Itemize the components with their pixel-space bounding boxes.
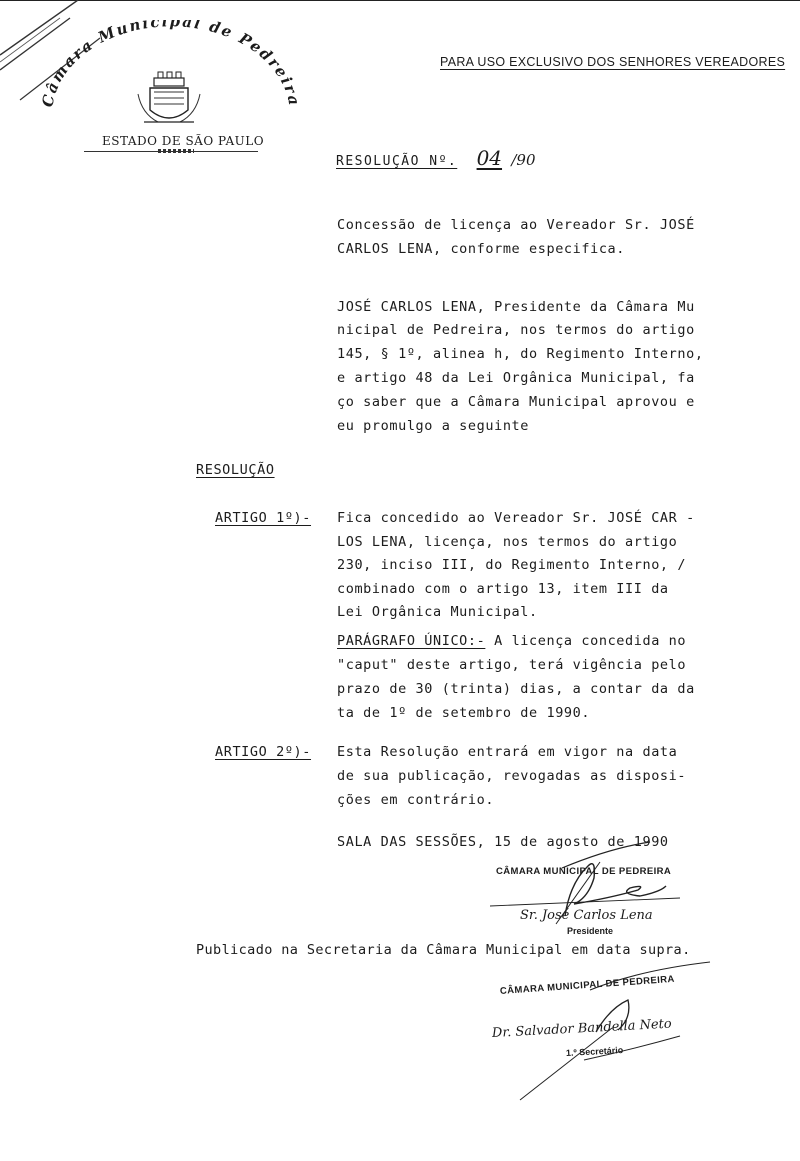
preamble-line-4: e artigo 48 da Lei Orgânica Municipal, fa xyxy=(337,370,695,386)
state-underline-ornament xyxy=(158,149,194,153)
municipal-seal xyxy=(40,20,300,140)
article2-line-2: de sua publicação, revogadas as disposi- xyxy=(337,768,687,784)
paragraph-label: PARÁGRAFO ÚNICO:- xyxy=(337,633,486,649)
article1-line-1: Fica concedido ao Vereador Sr. JOSÉ CAR - xyxy=(337,510,695,526)
preamble-line-3: 145, § 1º, alinea h, do Regimento Interno, xyxy=(337,346,704,362)
article2-line-3: ções em contrário. xyxy=(337,792,495,808)
paragraph-text-1: A licença concedida no xyxy=(494,633,687,649)
article1-line-5: Lei Orgânica Municipal. xyxy=(337,604,538,620)
exclusive-notice: PARA USO EXCLUSIVO DOS SENHORES VEREADORES xyxy=(440,55,786,69)
preamble-line-6: eu promulgo a seguinte xyxy=(337,418,530,434)
paragraph-line-2: "caput" deste artigo, terá vigência pelo xyxy=(337,657,687,673)
paragraph-line-3: prazo de 30 (trinta) dias, a contar da da xyxy=(337,681,695,697)
preamble-line-1: JOSÉ CARLOS LENA, Presidente da Câmara Mu xyxy=(337,299,695,315)
signature1-name: Sr. José Carlos Lena xyxy=(520,908,653,923)
article1-line-3: 230, inciso III, do Regimento Interno, / xyxy=(337,557,687,573)
publication-note: Publicado na Secretaria da Câmara Municipal em data supra. xyxy=(196,942,691,958)
section-title: RESOLUÇÃO xyxy=(196,462,275,478)
svg-text:Câmara Municipal de Pedreira xyxy=(40,20,300,109)
page-top-edge xyxy=(0,0,800,1)
resolution-label: RESOLUÇÃO Nº. xyxy=(336,154,458,169)
paragraph-line-1 xyxy=(337,635,686,649)
place-date: SALA DAS SESSÕES, 15 de agosto de 1990 xyxy=(337,834,669,850)
article1-line-2: LOS LENA, licença, nos termos do artigo xyxy=(337,534,678,550)
state-name: ESTADO DE SÃO PAULO xyxy=(102,134,265,148)
preamble-line-5: ço saber que a Câmara Municipal aprovou e xyxy=(337,394,695,410)
article2-label: ARTIGO 2º)- xyxy=(215,744,312,760)
signature1-stamp: CÂMARA MUNICIPAL DE PEDREIRA xyxy=(496,866,672,877)
seal-arc-text: Câmara Municipal de Pedreir xyxy=(40,20,300,109)
paragraph-line-4: ta de 1º de setembro de 1990. xyxy=(337,705,591,721)
seal-emblem xyxy=(40,20,300,140)
signature1-role: Presidente xyxy=(567,926,614,936)
resolution-number: 04 xyxy=(476,146,503,170)
signature2-role: 1.º Secretário xyxy=(565,1045,624,1058)
article1-line-4: combinado com o artigo 13, item III da xyxy=(337,581,669,597)
summary-line-2: CARLOS LENA, conforme especifica. xyxy=(337,241,626,257)
preamble-line-2: nicipal de Pedreira, nos termos do artigo xyxy=(337,322,695,338)
article2-line-1: Esta Resolução entrará em vigor na data xyxy=(337,744,678,760)
signature2-stamp: CÂMARA MUNICIPAL DE PEDREIRA xyxy=(499,973,676,997)
resolution-year: /90 xyxy=(511,151,536,169)
signature2-name: Dr. Salvador Bandella Neto xyxy=(491,1016,673,1041)
article1-label: ARTIGO 1º)- xyxy=(215,510,312,526)
resolution-heading xyxy=(336,146,536,170)
summary-line-1: Concessão de licença ao Vereador Sr. JOSÉ xyxy=(337,217,695,233)
